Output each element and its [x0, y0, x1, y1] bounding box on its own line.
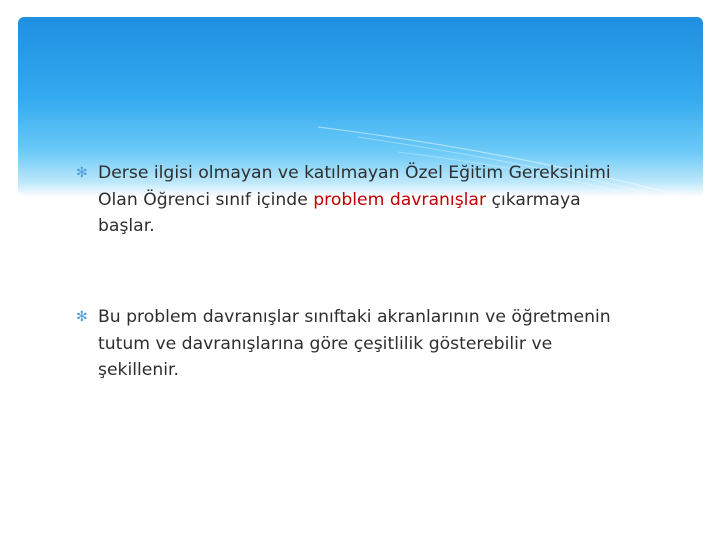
- asterisk-icon: ✻: [76, 165, 88, 181]
- bullet-list: [76, 160, 636, 384]
- bullet-item: [76, 160, 636, 240]
- bullet-text: Derse ilgisi olmayan ve katılmayan Özel Eğitim Gereksinimi Olan Öğrenci sınıf içinde: [98, 163, 611, 210]
- bullet-text: Bu problem davranışlar sınıftaki akranlarının ve öğretmenin tutum ve davranışlarına göre çeşitlilik gösterebilir ve şekillenir.: [98, 306, 611, 381]
- bullet-text-after: çıkarmaya başlar.: [98, 189, 581, 237]
- bullet-highlight: problem davranışlar: [313, 189, 487, 210]
- asterisk-icon: ✻: [76, 308, 88, 325]
- bullet-item: [76, 304, 636, 384]
